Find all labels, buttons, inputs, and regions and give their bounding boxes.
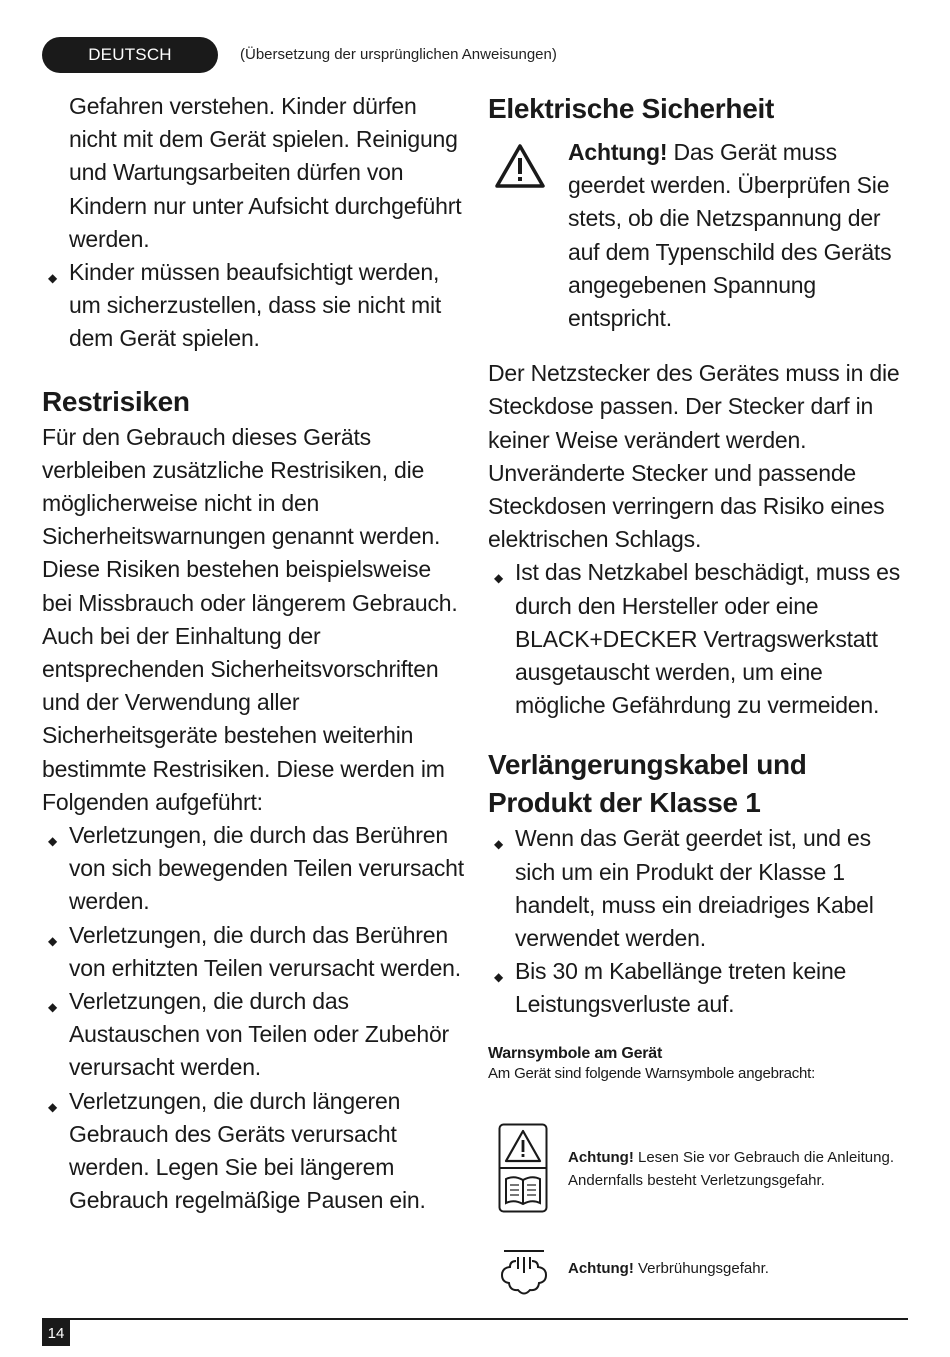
symbol-warning-body: Lesen Sie vor Gebrauch die Anleitung. Andernfalls besteht Verletzungsgefahr. (568, 1149, 894, 1189)
risk-list (42, 819, 467, 1217)
warning-triangle-icon (494, 143, 546, 189)
translation-note: (Übersetzung der ursprünglichen Anweisungen) (240, 46, 557, 63)
footer-divider (42, 1318, 908, 1320)
extension-bullet-text: Wenn das Gerät geerdet ist, und es sich um ein Produkt der Klasse 1 handelt, muss ein dreiadriges Kabel verwendet werden. (515, 825, 874, 952)
risk-text: Verletzungen, die durch längeren Gebrauch des Geräts verursacht werden. Legen Sie bei längerem Gebrauch regelmäßige Pausen ein. (69, 1087, 426, 1214)
cable-bullet-text: Ist das Netzkabel beschädigt, muss es durch den Hersteller oder eine BLACK+DECKER Vertragswerkstatt ausgetauscht werden, um eine mögliche Gefährdung zu vermeiden. (515, 559, 901, 719)
cable-bullet-list (488, 556, 913, 722)
symbol-warning-label: Achtung! (568, 1260, 634, 1277)
warning-symbols-heading: Warnsymbole am Gerät (488, 1044, 663, 1062)
extension-bullet-text: Bis 30 m Kabellänge treten keine Leistungsverluste auf. (515, 958, 847, 1018)
restrisiken-paragraph-1: Für den Gebrauch dieses Geräts verbleiben zusätzliche Restrisiken, die möglicherweise nicht in den Sicherheitswarnungen genannt werden. Diese Risiken bestehen beispielsweise bei Missbrauch oder längerem Gebrauch. (42, 423, 458, 616)
diamond-bullet-icon: ◆ (48, 271, 58, 286)
diamond-bullet-icon: ◆ (494, 970, 504, 985)
scald-hazard-text (568, 1257, 913, 1280)
list-item (488, 955, 913, 1021)
diamond-bullet-icon: ◆ (48, 933, 58, 948)
symbol-warning-body: Verbrühungsgefahr. (633, 1260, 769, 1277)
child-bullet-list (42, 256, 467, 356)
child-bullet-text: Kinder müssen beaufsichtigt werden, um sicherzustellen, dass sie nicht mit dem Gerät spielen. (69, 259, 442, 352)
language-badge (42, 37, 218, 73)
extension-bullet-list (488, 822, 913, 1021)
extension-cable-heading: Verlängerungskabel und Produkt der Klasse 1 (488, 749, 807, 819)
symbol-row-read-manual (488, 1120, 913, 1215)
list-item (42, 1085, 467, 1218)
risk-text: Verletzungen, die durch das Berühren von erhitzten Teilen verursacht werden. (69, 921, 461, 981)
diamond-bullet-icon: ◆ (48, 834, 58, 849)
intro-continuation: Gefahren verstehen. Kinder dürfen nicht mit dem Gerät spielen. Reinigung und Wartungsarbeiten dürfen von Kindern nur unter Aufsicht durchgeführt werden. (69, 93, 462, 252)
list-item (42, 256, 467, 356)
diamond-bullet-icon: ◆ (494, 837, 504, 852)
diamond-bullet-icon: ◆ (494, 571, 504, 586)
restrisiken-heading: Restrisiken (42, 385, 190, 417)
list-item (42, 919, 467, 985)
language-label: DEUTSCH (88, 45, 172, 64)
page-number: 14 (42, 1320, 70, 1346)
diamond-bullet-icon: ◆ (48, 1099, 58, 1114)
read-manual-icon (498, 1123, 548, 1213)
read-manual-text (568, 1146, 913, 1192)
earthing-warning (488, 136, 913, 335)
warning-body: Das Gerät muss geerdet werden. Überprüfen Sie stets, ob die Netzspannung der auf dem Typenschild des Geräts angegebenen Spannung entspricht. (568, 139, 892, 332)
risk-text: Verletzungen, die durch das Berühren von sich bewegenden Teilen verursacht werden. (69, 822, 464, 915)
diamond-bullet-icon: ◆ (48, 1000, 58, 1015)
scald-hazard-icon (496, 1247, 552, 1303)
earthing-warning-text (568, 136, 913, 335)
list-item (488, 822, 913, 955)
electrical-safety-heading: Elektrische Sicherheit (488, 93, 774, 124)
warning-symbols-intro: Am Gerät sind folgende Warnsymbole angebracht: (488, 1064, 816, 1082)
list-item (42, 819, 467, 919)
restrisiken-paragraph-2: Auch bei der Einhaltung der entsprechenden Sicherheitsvorschriften und der Verwendung aller Sicherheitsgeräte bestehen weiterhin bestimmte Restrisiken. Diese werden im Folgenden aufgeführt: (42, 622, 445, 815)
list-item (488, 556, 913, 722)
risk-text: Verletzungen, die durch das Austauschen von Teilen oder Zubehör verursacht werden. (69, 988, 450, 1081)
symbol-row-scald (488, 1245, 913, 1305)
warning-label: Achtung! (568, 139, 668, 165)
list-item (42, 985, 467, 1085)
symbol-warning-label: Achtung! (568, 1149, 634, 1166)
plug-paragraph: Der Netzstecker des Gerätes muss in die Steckdose passen. Der Stecker darf in keiner Weise verändert werden. Unveränderte Stecker und passende Steckdosen verringern das Risiko eines elektrischen Schlags. (488, 360, 900, 553)
right-column (488, 90, 913, 1084)
left-column (42, 90, 467, 1218)
